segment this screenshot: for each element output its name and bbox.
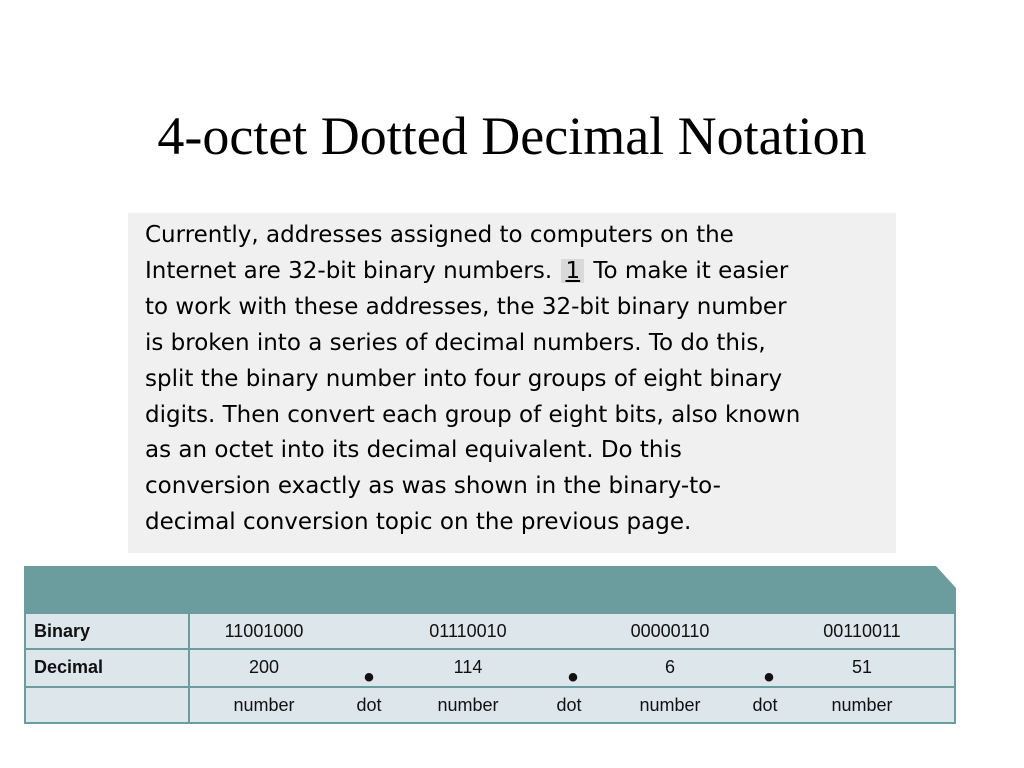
description-line: Currently, addresses assigned to computers on the bbox=[145, 222, 734, 248]
decimal-octet-2: 114 bbox=[453, 657, 483, 677]
dot-separator: • bbox=[567, 661, 579, 694]
dot-separator: • bbox=[363, 661, 375, 694]
legend-number: number bbox=[437, 695, 499, 715]
legend-number: number bbox=[831, 695, 893, 715]
slide-title: 4-octet Dotted Decimal Notation bbox=[157, 106, 867, 166]
legend-dot: dot bbox=[556, 695, 582, 715]
footnote-link[interactable]: 1 bbox=[561, 259, 584, 283]
description-line: as an octet into its decimal equivalent. Do this bbox=[145, 437, 682, 464]
legend-dot: dot bbox=[356, 695, 382, 715]
description-line-tail: To make it easier bbox=[593, 257, 789, 284]
binary-row-label: Binary bbox=[34, 621, 91, 641]
decimal-octet-1: 200 bbox=[248, 657, 280, 677]
description-line: split the binary number into four groups of eight binary bbox=[145, 365, 783, 392]
row-divider bbox=[26, 686, 956, 688]
octet-table bbox=[24, 566, 956, 724]
decimal-row-label: Decimal bbox=[34, 657, 104, 677]
description-line-text: Internet are 32-bit binary numbers. bbox=[145, 257, 553, 284]
description-box bbox=[128, 213, 896, 553]
description-line: decimal conversion topic on the previous page. bbox=[145, 509, 692, 536]
row-divider bbox=[26, 648, 956, 650]
legend-number: number bbox=[233, 695, 295, 715]
description-line: digits. Then convert each group of eight bits, also known bbox=[145, 401, 801, 428]
legend-number: number bbox=[639, 695, 701, 715]
description-line: conversion exactly as was shown in the binary-to- bbox=[145, 473, 721, 500]
binary-octet-1: 11001000 bbox=[224, 621, 304, 641]
decimal-octet-3: 6 bbox=[664, 657, 675, 677]
dot-separator: • bbox=[763, 661, 775, 694]
binary-octet-4: 00110011 bbox=[823, 621, 901, 641]
column-divider bbox=[188, 614, 190, 724]
table-header-band bbox=[24, 566, 956, 614]
binary-octet-2: 01110010 bbox=[429, 621, 507, 641]
description-paragraph bbox=[145, 218, 896, 541]
binary-octet-3: 00000110 bbox=[630, 621, 710, 641]
description-line: to work with these addresses, the 32-bit binary number bbox=[145, 293, 787, 320]
table-body bbox=[24, 614, 956, 724]
description-line-with-footnote bbox=[145, 254, 896, 290]
legend-dot: dot bbox=[752, 695, 778, 715]
description-line: is broken into a series of decimal numbers. To do this, bbox=[145, 329, 766, 356]
decimal-octet-4: 51 bbox=[851, 657, 873, 677]
